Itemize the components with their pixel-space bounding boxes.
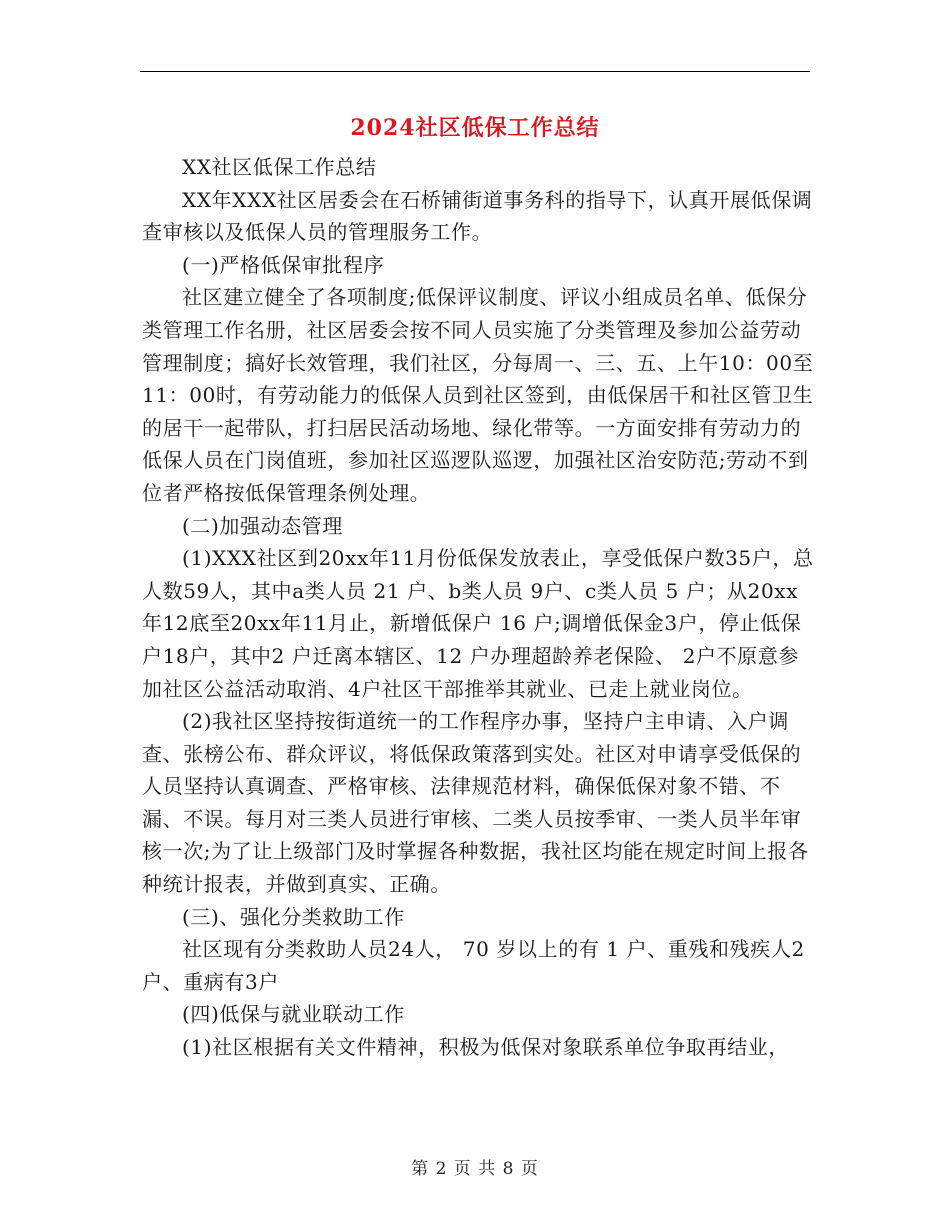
section-heading-4: (四)低保与就业联动工作 <box>182 1002 405 1027</box>
paragraph-section-1: 社区建立健全了各项制度;低保评议制度、评议小组成员名单、低保分类管理工作名册，社区居委会按不同人员实施了分类管理及参加公益劳动管理制度；搞好长效管理，我们社区，分每周一、三、五、上午10：00至11：00时，有劳动能力的低保人员到社区签到，由低保居干和社区管卫生的居干一起带队，打扫居民活动场地、绿化带等。一方面安排有劳动力的低保人员在门岗值班，参加社区巡逻队巡逻，加强社区治安防范;劳动不到位者严格按低保管理条例处理。 <box>142 285 814 505</box>
section-heading-3: (三)、强化分类救助工作 <box>182 904 405 929</box>
paragraph-intro: XX年XXX社区居委会在石桥铺街道事务科的指导下，认真开展低保调查审核以及低保人员的管理服务工作。 <box>142 187 813 245</box>
paragraph-section-2-item-2: (2)我社区坚持按街道统一的工作程序办事，坚持户主申请、入户调查、张榜公布、群众评议，将低保政策落到实处。社区对申请享受低保的人员坚持认真调查、严格审核、法律规范材料，确保低保对象不错、不漏、不误。每月对三类人员进行审核、二类人员按季审、一类人员半年审核一次;为了让上级部门及时掌握各种数据，我社区均能在规定时间上报各种统计报表，并做到真实、正确。 <box>142 709 809 897</box>
paragraph-section-4-item-1: (1)社区根据有关文件精神，积极为低保对象联系单位争取再结业， <box>182 1035 789 1060</box>
paragraph-section-2-item-1: (1)XXX社区到20xx年11月份低保发放表止，享受低保户数35户，总人数59人，其中a类人员 21 户、b类人员 9户、c类人员 5 户；从20xx年12底至20xx年11月止，新增低保户 16 户;调增低保金3户，停止低保户18户，其中2 户迁离本辖区、12 户办理超龄养老保险、 2户不原意参加社区公益活动取消、4户社区干部推举其就业、已走上就业岗位。 <box>142 546 814 701</box>
paragraph-heading: XX社区低保工作总结 <box>182 155 377 179</box>
document-body <box>142 151 814 1064</box>
section-heading-2: (二)加强动态管理 <box>182 513 344 538</box>
paragraph-section-3: 社区现有分类救助人员24人， 70 岁以上的有 1 户、重残和残疾人2户、重病有3户 <box>142 937 805 994</box>
header-rule <box>140 71 810 72</box>
section-heading-1: (一)严格低保审批程序 <box>182 252 385 277</box>
page-number: 第 2 页 共 8 页 <box>411 1159 539 1179</box>
document-title: 2024社区低保工作总结 <box>350 115 600 141</box>
